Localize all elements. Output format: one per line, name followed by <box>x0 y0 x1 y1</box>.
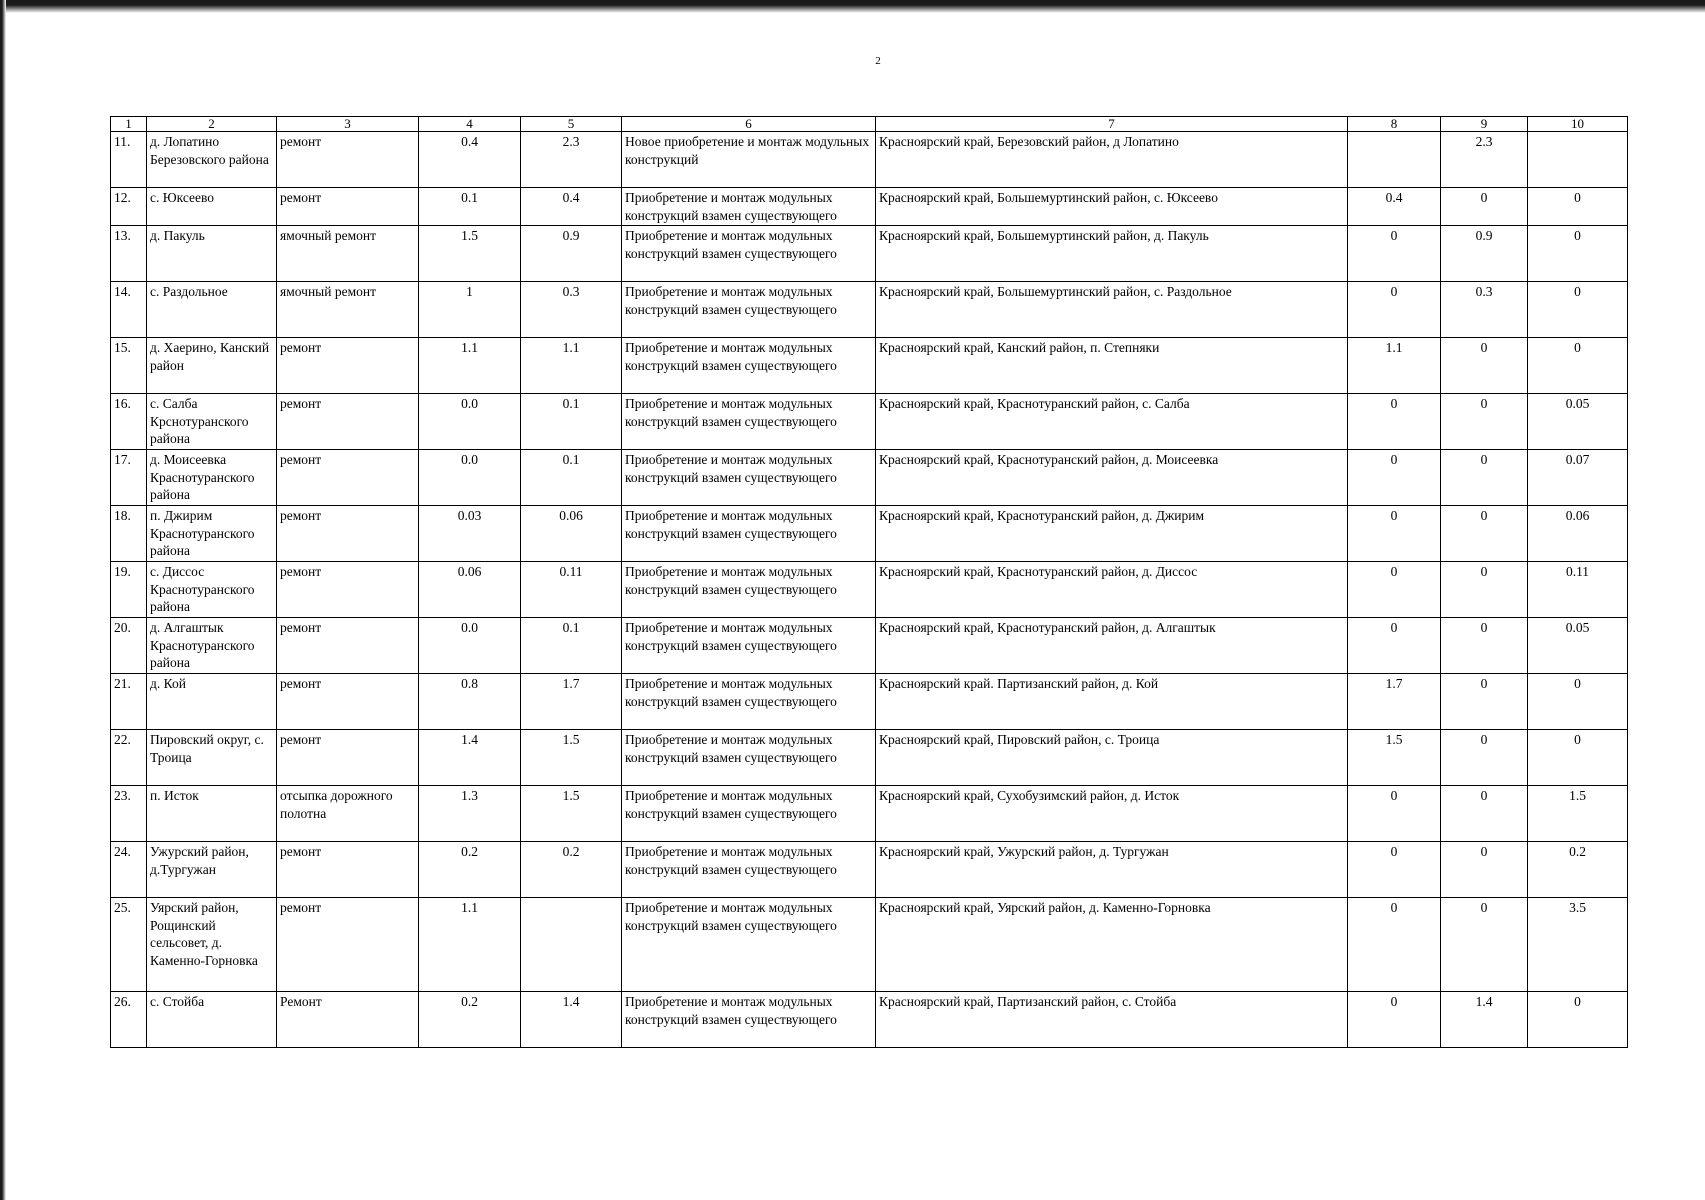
value-cell-8: 1.1 <box>1348 338 1441 394</box>
address-cell: Красноярский край, Большемуртинский район, с. Юксеево <box>876 188 1348 226</box>
work-type-cell: ремонт <box>277 842 419 898</box>
value-cell-4: 0.8 <box>419 674 521 730</box>
row-number: 23. <box>111 786 147 842</box>
description-cell: Приобретение и монтаж модульных конструкций взамен существующего <box>622 618 876 674</box>
value-cell-5: 0.4 <box>521 188 622 226</box>
description-cell: Приобретение и монтаж модульных конструкций взамен существующего <box>622 842 876 898</box>
row-number: 26. <box>111 992 147 1048</box>
value-cell-5: 0.1 <box>521 394 622 450</box>
value-cell-4: 0.2 <box>419 842 521 898</box>
value-cell-5: 2.3 <box>521 132 622 188</box>
table-row <box>111 338 1628 394</box>
value-cell-9: 0 <box>1441 618 1528 674</box>
value-cell-10: 0 <box>1528 992 1628 1048</box>
scan-edge-top <box>0 0 1705 14</box>
column-header: 3 <box>277 117 419 132</box>
work-type-cell: ремонт <box>277 618 419 674</box>
value-cell-5: 1.5 <box>521 730 622 786</box>
settlement-cell: Уярский район, Рощинский сельсовет, д. Каменно-Горновка <box>147 898 277 992</box>
value-cell-9: 0 <box>1441 674 1528 730</box>
column-header: 8 <box>1348 117 1441 132</box>
scan-edge-left <box>0 0 6 1200</box>
value-cell-4: 0.0 <box>419 618 521 674</box>
value-cell-4: 1.1 <box>419 898 521 992</box>
table-row <box>111 450 1628 506</box>
value-cell-9: 0 <box>1441 898 1528 992</box>
page-number: 2 <box>875 55 881 67</box>
value-cell-10: 0.07 <box>1528 450 1628 506</box>
column-header: 6 <box>622 117 876 132</box>
description-cell: Приобретение и монтаж модульных конструкций взамен существующего <box>622 506 876 562</box>
value-cell-10: 0 <box>1528 730 1628 786</box>
table-row <box>111 898 1628 992</box>
table-row <box>111 674 1628 730</box>
value-cell-10 <box>1528 132 1628 188</box>
value-cell-5: 1.4 <box>521 992 622 1048</box>
row-number: 17. <box>111 450 147 506</box>
value-cell-8: 0 <box>1348 226 1441 282</box>
settlement-cell: п. Исток <box>147 786 277 842</box>
settlement-cell: с. Салба Крснотуранского района <box>147 394 277 450</box>
value-cell-5: 0.11 <box>521 562 622 618</box>
value-cell-10: 0.06 <box>1528 506 1628 562</box>
row-number: 19. <box>111 562 147 618</box>
value-cell-9: 0 <box>1441 394 1528 450</box>
table-row <box>111 842 1628 898</box>
value-cell-10: 0 <box>1528 226 1628 282</box>
value-cell-5: 0.2 <box>521 842 622 898</box>
description-cell: Новое приобретение и монтаж модульных конструкций <box>622 132 876 188</box>
table-row <box>111 282 1628 338</box>
table-row <box>111 506 1628 562</box>
value-cell-8 <box>1348 132 1441 188</box>
work-type-cell: Ремонт <box>277 992 419 1048</box>
value-cell-10: 1.5 <box>1528 786 1628 842</box>
value-cell-4: 0.4 <box>419 132 521 188</box>
value-cell-4: 0.06 <box>419 562 521 618</box>
value-cell-10: 0 <box>1528 188 1628 226</box>
address-cell: Красноярский край, Краснотуранский район, д. Джирим <box>876 506 1348 562</box>
value-cell-8: 0 <box>1348 562 1441 618</box>
work-type-cell: ямочный ремонт <box>277 226 419 282</box>
settlement-cell: д. Моисеевка Краснотуранского района <box>147 450 277 506</box>
value-cell-9: 0 <box>1441 188 1528 226</box>
value-cell-9: 1.4 <box>1441 992 1528 1048</box>
description-cell: Приобретение и монтаж модульных конструкций взамен существующего <box>622 450 876 506</box>
row-number: 18. <box>111 506 147 562</box>
value-cell-4: 0.03 <box>419 506 521 562</box>
address-cell: Красноярский край, Краснотуранский район, с. Салба <box>876 394 1348 450</box>
column-header: 4 <box>419 117 521 132</box>
table-row <box>111 786 1628 842</box>
work-type-cell: ремонт <box>277 132 419 188</box>
settlement-cell: с. Диссос Краснотуранского района <box>147 562 277 618</box>
value-cell-9: 0 <box>1441 786 1528 842</box>
value-cell-5: 0.3 <box>521 282 622 338</box>
data-table <box>110 116 1628 1048</box>
value-cell-9: 0.3 <box>1441 282 1528 338</box>
description-cell: Приобретение и монтаж модульных конструкций взамен существующего <box>622 394 876 450</box>
row-number: 12. <box>111 188 147 226</box>
description-cell: Приобретение и монтаж модульных конструкций взамен существующего <box>622 338 876 394</box>
value-cell-8: 0 <box>1348 506 1441 562</box>
row-number: 20. <box>111 618 147 674</box>
work-type-cell: ямочный ремонт <box>277 282 419 338</box>
value-cell-8: 0.4 <box>1348 188 1441 226</box>
table-row <box>111 132 1628 188</box>
address-cell: Красноярский край, Канский район, п. Степняки <box>876 338 1348 394</box>
table-row <box>111 618 1628 674</box>
row-number: 21. <box>111 674 147 730</box>
address-cell: Красноярский край, Ужурский район, д. Тургужан <box>876 842 1348 898</box>
table-row <box>111 394 1628 450</box>
column-header: 9 <box>1441 117 1528 132</box>
value-cell-5: 0.1 <box>521 618 622 674</box>
settlement-cell: д. Алгаштык Краснотуранского района <box>147 618 277 674</box>
work-type-cell: ремонт <box>277 338 419 394</box>
settlement-cell: с. Стойба <box>147 992 277 1048</box>
value-cell-4: 0.0 <box>419 450 521 506</box>
work-type-cell: ремонт <box>277 898 419 992</box>
settlement-cell: д. Хаерино, Канский район <box>147 338 277 394</box>
row-number: 14. <box>111 282 147 338</box>
column-header: 7 <box>876 117 1348 132</box>
value-cell-8: 0 <box>1348 898 1441 992</box>
value-cell-10: 0.11 <box>1528 562 1628 618</box>
table-row <box>111 992 1628 1048</box>
row-number: 13. <box>111 226 147 282</box>
settlement-cell: Пировский округ, с. Троица <box>147 730 277 786</box>
settlement-cell: с. Раздольное <box>147 282 277 338</box>
value-cell-4: 0.1 <box>419 188 521 226</box>
value-cell-8: 0 <box>1348 394 1441 450</box>
value-cell-10: 0.05 <box>1528 618 1628 674</box>
work-type-cell: ремонт <box>277 674 419 730</box>
work-type-cell: ремонт <box>277 506 419 562</box>
description-cell: Приобретение и монтаж модульных конструкций взамен существующего <box>622 992 876 1048</box>
settlement-cell: с. Юксеево <box>147 188 277 226</box>
work-type-cell: отсыпка дорожного полотна <box>277 786 419 842</box>
work-type-cell: ремонт <box>277 730 419 786</box>
column-header: 2 <box>147 117 277 132</box>
value-cell-8: 0 <box>1348 842 1441 898</box>
address-cell: Красноярский край. Партизанский район, д. Кой <box>876 674 1348 730</box>
value-cell-8: 0 <box>1348 786 1441 842</box>
description-cell: Приобретение и монтаж модульных конструкций взамен существующего <box>622 562 876 618</box>
value-cell-9: 0 <box>1441 338 1528 394</box>
work-type-cell: ремонт <box>277 562 419 618</box>
value-cell-4: 0.2 <box>419 992 521 1048</box>
description-cell: Приобретение и монтаж модульных конструкций взамен существующего <box>622 226 876 282</box>
value-cell-8: 1.5 <box>1348 730 1441 786</box>
value-cell-10: 0.2 <box>1528 842 1628 898</box>
work-type-cell: ремонт <box>277 394 419 450</box>
value-cell-9: 0 <box>1441 562 1528 618</box>
address-cell: Красноярский край, Большемуртинский район, д. Пакуль <box>876 226 1348 282</box>
value-cell-8: 1.7 <box>1348 674 1441 730</box>
settlement-cell: Ужурский район, д.Тургужан <box>147 842 277 898</box>
value-cell-4: 1.5 <box>419 226 521 282</box>
description-cell: Приобретение и монтаж модульных конструкций взамен существующего <box>622 674 876 730</box>
address-cell: Красноярский край, Краснотуранский район, д. Алгаштык <box>876 618 1348 674</box>
value-cell-10: 0 <box>1528 338 1628 394</box>
value-cell-5: 0.1 <box>521 450 622 506</box>
value-cell-10: 0 <box>1528 674 1628 730</box>
value-cell-4: 1 <box>419 282 521 338</box>
settlement-cell: п. Джирим Краснотуранского района <box>147 506 277 562</box>
value-cell-5: 0.9 <box>521 226 622 282</box>
value-cell-9: 0 <box>1441 730 1528 786</box>
value-cell-9: 0 <box>1441 450 1528 506</box>
value-cell-9: 0 <box>1441 842 1528 898</box>
table-row <box>111 226 1628 282</box>
value-cell-9: 2.3 <box>1441 132 1528 188</box>
address-cell: Красноярский край, Краснотуранский район, д. Моисеевка <box>876 450 1348 506</box>
value-cell-10: 0 <box>1528 282 1628 338</box>
description-cell: Приобретение и монтаж модульных конструкций взамен существующего <box>622 898 876 992</box>
row-number: 25. <box>111 898 147 992</box>
value-cell-8: 0 <box>1348 618 1441 674</box>
address-cell: Красноярский край, Пировский район, с. Троица <box>876 730 1348 786</box>
header-row <box>111 117 1628 132</box>
value-cell-8: 0 <box>1348 992 1441 1048</box>
settlement-cell: д. Кой <box>147 674 277 730</box>
address-cell: Красноярский край, Уярский район, д. Каменно-Горновка <box>876 898 1348 992</box>
address-cell: Красноярский край, Березовский район, д Лопатино <box>876 132 1348 188</box>
value-cell-8: 0 <box>1348 450 1441 506</box>
value-cell-5: 1.7 <box>521 674 622 730</box>
work-type-cell: ремонт <box>277 188 419 226</box>
description-cell: Приобретение и монтаж модульных конструкций взамен существующего <box>622 188 876 226</box>
settlement-cell: д. Лопатино Березовского района <box>147 132 277 188</box>
value-cell-10: 3.5 <box>1528 898 1628 992</box>
address-cell: Красноярский край, Краснотуранский район, д. Диссос <box>876 562 1348 618</box>
table-row <box>111 562 1628 618</box>
work-type-cell: ремонт <box>277 450 419 506</box>
value-cell-10: 0.05 <box>1528 394 1628 450</box>
column-header: 10 <box>1528 117 1628 132</box>
value-cell-5: 1.1 <box>521 338 622 394</box>
value-cell-9: 0 <box>1441 506 1528 562</box>
description-cell: Приобретение и монтаж модульных конструкций взамен существующего <box>622 786 876 842</box>
description-cell: Приобретение и монтаж модульных конструкций взамен существующего <box>622 730 876 786</box>
column-header: 5 <box>521 117 622 132</box>
row-number: 11. <box>111 132 147 188</box>
row-number: 15. <box>111 338 147 394</box>
address-cell: Красноярский край, Сухобузимский район, д. Исток <box>876 786 1348 842</box>
value-cell-5: 0.06 <box>521 506 622 562</box>
table-row <box>111 730 1628 786</box>
column-header: 1 <box>111 117 147 132</box>
address-cell: Красноярский край, Партизанский район, с. Стойба <box>876 992 1348 1048</box>
table-row <box>111 188 1628 226</box>
description-cell: Приобретение и монтаж модульных конструкций взамен существующего <box>622 282 876 338</box>
value-cell-4: 1.1 <box>419 338 521 394</box>
value-cell-4: 0.0 <box>419 394 521 450</box>
address-cell: Красноярский край, Большемуртинский район, с. Раздольное <box>876 282 1348 338</box>
row-number: 24. <box>111 842 147 898</box>
settlement-cell: д. Пакуль <box>147 226 277 282</box>
row-number: 22. <box>111 730 147 786</box>
value-cell-5 <box>521 898 622 992</box>
value-cell-4: 1.3 <box>419 786 521 842</box>
row-number: 16. <box>111 394 147 450</box>
value-cell-4: 1.4 <box>419 730 521 786</box>
value-cell-9: 0.9 <box>1441 226 1528 282</box>
value-cell-5: 1.5 <box>521 786 622 842</box>
value-cell-8: 0 <box>1348 282 1441 338</box>
